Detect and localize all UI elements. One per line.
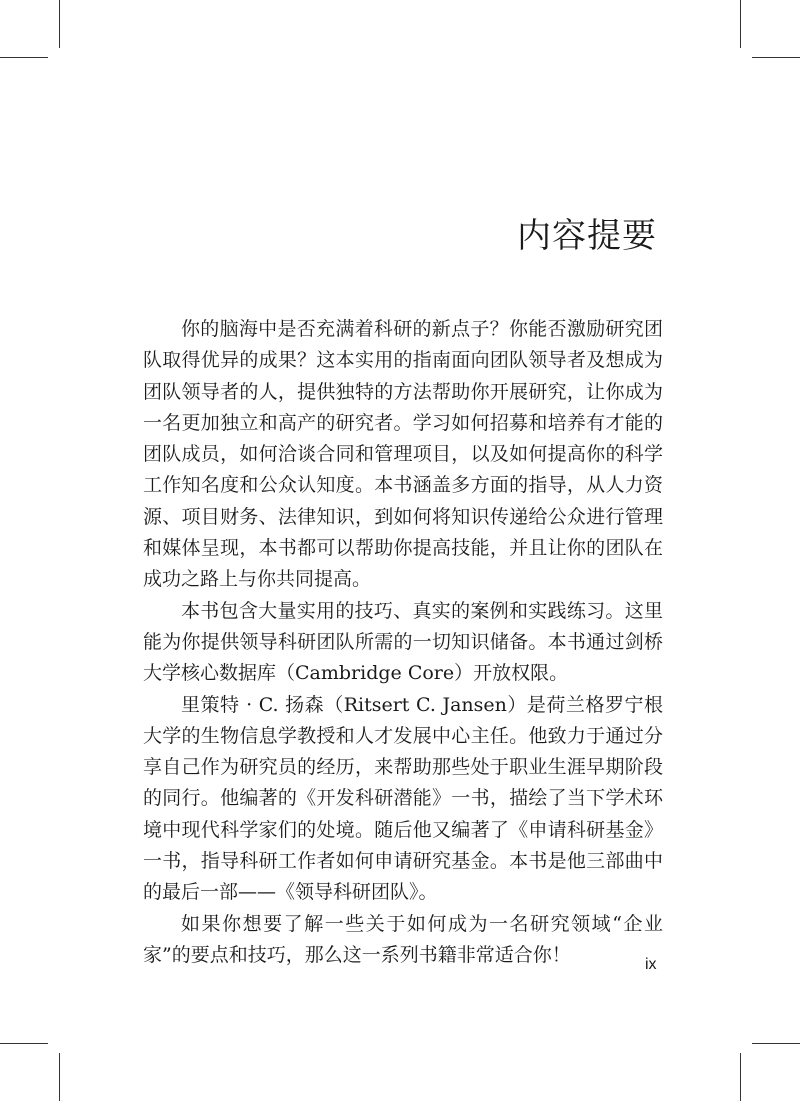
crop-mark-bottom-right: [740, 1053, 741, 1101]
crop-mark-top-right: [740, 0, 741, 48]
section-heading: 内容提要: [517, 216, 657, 256]
crop-mark-bottom-left: [59, 1053, 60, 1101]
paragraph-closing: 如果你想要了解一些关于如何成为一名研究领域“企业家”的要点和技巧，那么这一系列书籍非常适合你！: [143, 912, 663, 966]
crop-mark-bottom-right-horizontal: [752, 1043, 800, 1044]
crop-mark-top-right-horizontal: [752, 57, 800, 58]
paragraph-author: 里策特 · C. 扬森（Ritsert C. Jansen）是荷兰格罗宁根大学的生物信息学教授和人才发展中心主任。他致力于通过分享自己作为研究员的经历，来帮助那些处于职业生涯早期阶段的同行。他编著的《开发科研潜能》一书，描绘了当下学术环境中现代科学家们的处境。随后他又编著了《申请科研基金》一书，指导科研工作者如何申请研究基金。本书是他三部曲中的最后一部——《领导科研团队》。: [143, 693, 663, 904]
summary-body: [143, 314, 663, 971]
crop-mark-top-left-horizontal: [0, 57, 48, 58]
paragraph-contents: 本书包含大量实用的技巧、真实的案例和实践练习。这里能为你提供领导科研团队所需的一切知识储备。本书通过剑桥大学核心数据库（Cambridge Core）开放权限。: [143, 599, 663, 685]
crop-mark-bottom-left-horizontal: [0, 1043, 48, 1044]
crop-mark-top-left: [59, 0, 60, 48]
page-number: ix: [645, 956, 657, 973]
paragraph-intro: 你的脑海中是否充满着科研的新点子？你能否激励研究团队取得优异的成果？这本实用的指南面向团队领导者及想成为团队领导者的人，提供独特的方法帮助你开展研究，让你成为一名更加独立和高产的研究者。学习如何招募和培养有才能的团队成员，如何洽谈合同和管理项目，以及如何提高你的科学工作知名度和公众认知度。本书涵盖多方面的指导，从人力资源、项目财务、法律知识，到如何将知识传递给公众进行管理和媒体呈现，本书都可以帮助你提高技能，并且让你的团队在成功之路上与你共同提高。: [143, 318, 663, 591]
